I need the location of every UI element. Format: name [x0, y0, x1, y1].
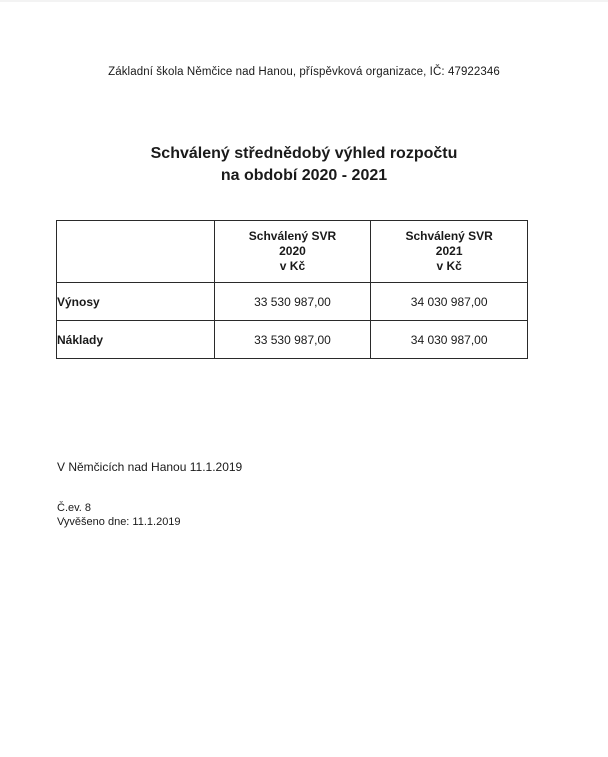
column-header-line: Schválený SVR: [405, 229, 493, 243]
title-line-1: Schválený střednědobý výhled rozpočtu: [150, 145, 458, 162]
column-header-unit: v Kč: [279, 259, 306, 273]
scan-edge: [0, 0, 608, 2]
title-line-2: na období 2020 - 2021: [220, 167, 388, 184]
table-row-naklady: [57, 321, 528, 359]
table-row-vynosy: [57, 283, 528, 321]
column-header-year: 2021: [435, 244, 463, 258]
row-label: Náklady: [57, 321, 215, 359]
value-cell: 33 530 987,00: [214, 283, 371, 321]
table-header-row: [57, 221, 528, 283]
document-title: [0, 143, 608, 187]
column-header-unit: v Kč: [436, 259, 462, 273]
value-cell: 34 030 987,00: [371, 321, 528, 359]
column-header-line: Schválený SVR: [248, 229, 337, 243]
organization-header: Základní škola Němčice nad Hanou, příspěvková organizace, IČ: 47922346: [108, 66, 500, 78]
empty-header-cell: [57, 221, 215, 283]
column-header-year: 2020: [279, 244, 306, 258]
row-label: Výnosy: [57, 283, 215, 321]
column-header-2020: [214, 221, 371, 283]
value-cell: 34 030 987,00: [371, 283, 528, 321]
evidence-number: Č.ev. 8: [57, 502, 92, 514]
budget-table: [56, 220, 528, 359]
posted-date: Vyvěšeno dne: 11.1.2019: [57, 516, 181, 528]
place-date: V Němčicích nad Hanou 11.1.2019: [57, 460, 243, 474]
value-cell: 33 530 987,00: [214, 321, 371, 359]
column-header-2021: [371, 221, 528, 283]
